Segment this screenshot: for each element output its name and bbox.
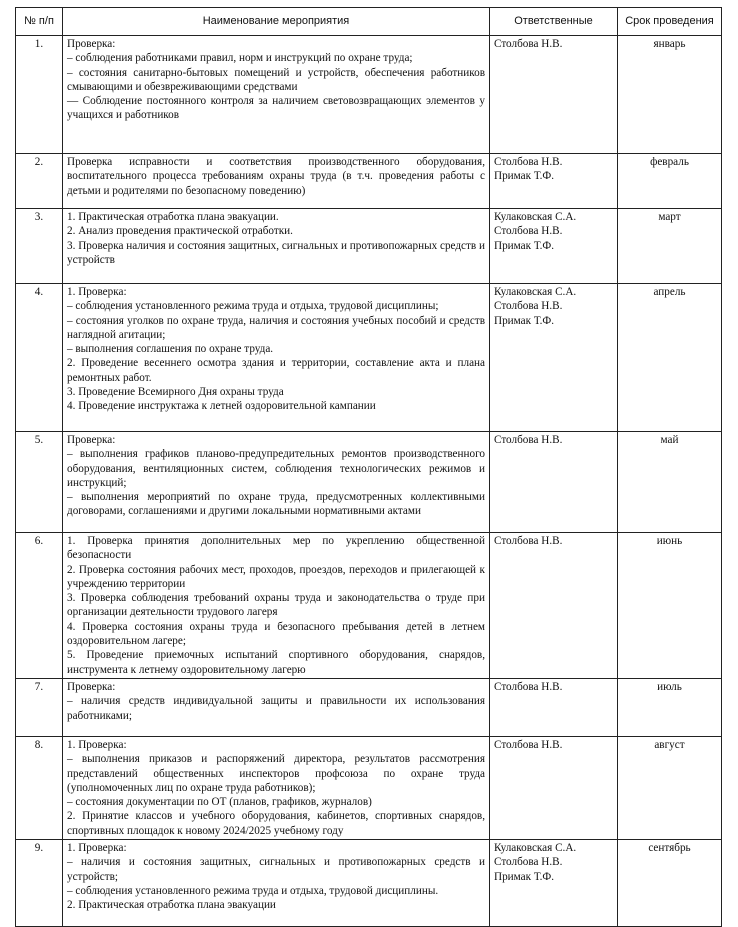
table-row bbox=[16, 737, 722, 840]
row-number: 4. bbox=[16, 284, 63, 432]
activity-description bbox=[63, 432, 490, 533]
activity-line: 3. Проведение Всемирного Дня охраны труда bbox=[67, 386, 284, 399]
activity-line: 1. Проверка: bbox=[67, 739, 127, 751]
activity-line: 5. Проведение приемочных испытаний спортивного оборудования, снарядов, инструмента к летнему оздоровительному лагерю bbox=[67, 649, 485, 676]
responsible-persons bbox=[490, 840, 618, 927]
activity-description bbox=[63, 840, 490, 927]
activity-line: 1. Проверка: bbox=[67, 842, 127, 855]
deadline-month: май bbox=[618, 432, 722, 533]
row-number: 5. bbox=[16, 432, 63, 533]
responsible-name: Столбова Н.В. bbox=[494, 38, 563, 50]
table-header-row bbox=[16, 8, 722, 36]
table-row bbox=[16, 679, 722, 737]
responsible-name: Примак Т.Ф. bbox=[494, 314, 555, 327]
responsible-persons bbox=[490, 737, 618, 840]
activity-line: – соблюдения работниками правил, норм и инструкций по охране труда; bbox=[67, 52, 413, 65]
activity-plan-table bbox=[15, 7, 722, 927]
responsible-name: Столбова Н.В. bbox=[494, 225, 563, 238]
row-number: 7. bbox=[16, 679, 63, 737]
deadline-month: февраль bbox=[618, 154, 722, 209]
activity-line: Проверка: bbox=[67, 434, 116, 446]
responsible-persons bbox=[490, 154, 618, 209]
activity-line: 4. Проверка состояния охраны труда и безопасного пребывания детей в летнем оздоровительном лагере; bbox=[67, 620, 485, 648]
deadline-month: август bbox=[618, 737, 722, 840]
activity-line: – соблюдения установленного режима труда и отдыха, трудовой дисциплины; bbox=[67, 300, 439, 313]
table-row bbox=[16, 840, 722, 927]
activity-line: 2. Практическая отработка плана эвакуации bbox=[67, 899, 276, 912]
activity-line: — Соблюдение постоянного контроля за наличием световозвращающих элементов у учащихся и работников bbox=[67, 95, 485, 122]
row-number: 2. bbox=[16, 154, 63, 209]
activity-line: Проверка исправности и соответствия производственного оборудования, воспитательного процесса требованиям охраны труда (в т.ч. проведения работы с детьми и родителями по безопасному поведению) bbox=[67, 156, 485, 197]
responsible-name: Кулаковская С.А. bbox=[494, 286, 577, 298]
activity-description bbox=[63, 36, 490, 154]
activity-line: 3. Проверка наличия и состояния защитных, сигнальных и противопожарных средств и устройств bbox=[67, 239, 485, 266]
activity-line: – состояния документации по ОТ (планов, графиков, журналов) bbox=[67, 796, 372, 809]
responsible-name: Кулаковская С.А. bbox=[494, 842, 577, 855]
responsible-persons bbox=[490, 679, 618, 737]
responsible-persons bbox=[490, 533, 618, 679]
deadline-month: сентябрь bbox=[618, 840, 722, 927]
responsible-name: Столбова Н.В. bbox=[494, 535, 563, 547]
responsible-persons bbox=[490, 209, 618, 284]
responsible-name: Столбова Н.В. bbox=[494, 739, 563, 751]
table-body bbox=[16, 36, 722, 927]
activity-line: 1. Практическая отработка плана эвакуации. bbox=[67, 211, 279, 223]
table-row bbox=[16, 209, 722, 284]
header-responsible: Ответственные bbox=[490, 8, 618, 36]
activity-line: – выполнения приказов и распоряжений директора, результатов рассмотрения представлений общественных инспекторов профсоюза по охране труда (уполномоченных лиц по охране труда работников); bbox=[67, 753, 485, 794]
responsible-persons bbox=[490, 36, 618, 154]
activity-line: – соблюдения установленного режима труда и отдыха, трудовой дисциплины. bbox=[67, 884, 439, 897]
responsible-persons bbox=[490, 432, 618, 533]
activity-description bbox=[63, 679, 490, 737]
activity-line: 2. Принятие классов и учебного оборудования, кабинетов, спортивных снарядов, спортивных площадок к новому 2024/2025 учебному году bbox=[67, 810, 485, 837]
activity-line: 2. Анализ проведения практической отработки. bbox=[67, 225, 293, 238]
header-deadline: Срок проведения bbox=[618, 8, 722, 36]
responsible-name: Столбова Н.В. bbox=[494, 434, 563, 446]
table-row bbox=[16, 432, 722, 533]
activity-line: – состояния уголков по охране труда, наличия и состояния учебных пособий и средств наглядной агитации; bbox=[67, 314, 485, 341]
row-number: 9. bbox=[16, 840, 63, 927]
deadline-month: июнь bbox=[618, 533, 722, 679]
activity-line: – выполнения мероприятий по охране труда, предусмотренных коллективными договорами, соглашениями и другими локальными нормативными актами bbox=[67, 491, 485, 518]
responsible-name: Примак Т.Ф. bbox=[494, 170, 555, 183]
row-number: 3. bbox=[16, 209, 63, 284]
table-row bbox=[16, 154, 722, 209]
table-row bbox=[16, 36, 722, 154]
responsible-name: Примак Т.Ф. bbox=[494, 239, 555, 252]
activity-line: – выполнения графиков планово-предупредительных ремонтов производственного оборудования, вентиляционных систем, соблюдения технологических режимов и инструкций; bbox=[67, 448, 485, 489]
deadline-month: январь bbox=[618, 36, 722, 154]
deadline-month: апрель bbox=[618, 284, 722, 432]
responsible-name: Столбова Н.В. bbox=[494, 681, 563, 693]
responsible-name: Столбова Н.В. bbox=[494, 156, 563, 168]
header-name: Наименование мероприятия bbox=[63, 8, 490, 36]
activity-line: 2. Проверка состояния рабочих мест, проходов, проездов, переходов и прилегающей к учреждению территории bbox=[67, 563, 485, 590]
activity-description bbox=[63, 284, 490, 432]
responsible-name: Кулаковская С.А. bbox=[494, 211, 577, 223]
activity-line: Проверка: bbox=[67, 681, 116, 693]
responsible-name: Столбова Н.В. bbox=[494, 856, 563, 869]
table-row bbox=[16, 284, 722, 432]
activity-line: – наличия средств индивидуальной защиты и правильности их использования работниками; bbox=[67, 695, 485, 722]
activity-line: – наличия и состояния защитных, сигнальных и противопожарных средств и устройств; bbox=[67, 856, 485, 883]
activity-line: – выполнения соглашения по охране труда. bbox=[67, 343, 274, 356]
row-number: 6. bbox=[16, 533, 63, 679]
row-number: 8. bbox=[16, 737, 63, 840]
activity-description bbox=[63, 533, 490, 679]
activity-description bbox=[63, 737, 490, 840]
responsible-persons bbox=[490, 284, 618, 432]
responsible-name: Столбова Н.В. bbox=[494, 300, 563, 313]
activity-description bbox=[63, 154, 490, 209]
table-row bbox=[16, 533, 722, 679]
deadline-month: июль bbox=[618, 679, 722, 737]
row-number: 1. bbox=[16, 36, 63, 154]
responsible-name: Примак Т.Ф. bbox=[494, 870, 555, 883]
header-num: № п/п bbox=[16, 8, 63, 36]
deadline-month: март bbox=[618, 209, 722, 284]
activity-line: 1. Проверка принятия дополнительных мер по укреплению общественной безопасности bbox=[67, 535, 485, 562]
activity-line: Проверка: bbox=[67, 38, 116, 50]
activity-line: 2. Проведение весеннего осмотра здания и территории, составление акта и плана ремонтных работ. bbox=[67, 357, 485, 384]
activity-line: – состояния санитарно-бытовых помещений и устройств, обеспечения работников смывающими и обезвреживающими средствами bbox=[67, 66, 485, 93]
activity-description bbox=[63, 209, 490, 284]
activity-line: 4. Проведение инструктажа к летней оздоровительной кампании bbox=[67, 400, 376, 413]
activity-line: 1. Проверка: bbox=[67, 286, 127, 298]
activity-line: 3. Проверка соблюдения требований охраны труда и законодательства о труде при организации деятельности трудового лагеря bbox=[67, 592, 485, 619]
